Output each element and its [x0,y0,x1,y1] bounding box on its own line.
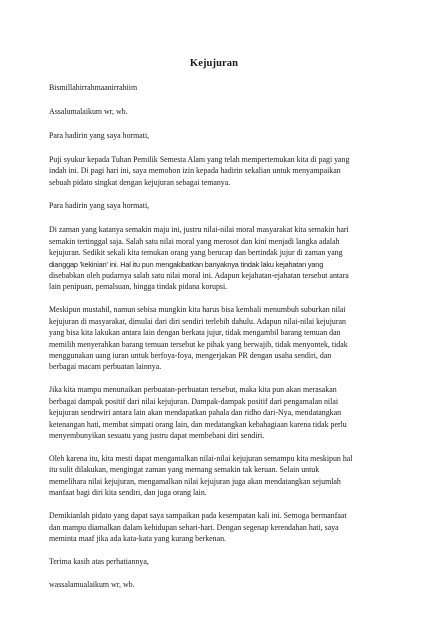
text-line: lain penipuan, pemalsuan, hingga tindak pidana korupsi. [49,282,228,292]
text-line: kejujuran di masyarakat, dimulai dari diri sendiri terlebih dahulu. Adapun nilai-nilai kejujuran [49,316,346,326]
text-line: disebabkan oleh pudarnya salah satu nilai moral ini. Adapun kejahatan-ejahatan tersebut antara [49,270,349,280]
text-line: berbagai macam perbuatan lainnya. [49,362,162,372]
text-line: manfaat bagi diri kita sendiri, dan juga orang lain. [49,488,207,498]
paragraph-greeting [49,106,379,117]
paragraph-address [49,130,379,141]
text-line: berbagai dampak positif dari nilai kejujuran. Dampak-dampak positif dari pengamalan nilai [49,396,339,406]
paragraph-farewell [49,579,379,590]
text-line: Oleh karena itu, kita mesti dapat mengamalkan nilai-nilai kejujuran semampu kita meskipun hal [49,454,353,464]
text-line: Demikianlah pidato yang dapat saya sampaikan pada kesempatan kali ini. Semoga bermanfaat [49,511,347,521]
text-line: ketenangan hati, membat simpati orang lain, dan medatangkan kebahagiaan karena tidak perlu [49,419,347,429]
text-line: memelihara nilai kejujuran, mengamalkan nilai kejujuran juga akan mendatangkan sejumlah [49,476,341,486]
text-line: sebuah pidato singkat dengan kejujuran sebagai temanya. [49,177,231,187]
paragraph-thanks [49,556,379,567]
paragraph-honesty-practice [49,304,379,372]
paragraph-bismillah [49,82,379,93]
text-line: Bismillahirrahmaanirrahiim [49,83,138,92]
text-line: Di zaman yang katanya semakin maju ini, justru nilai-nilai moral masyarakat kita semakin hari [49,225,349,235]
text-line: kejujuran. Sedikit sekali kita temukan orang yang berucap dan bertindak jujur di zaman yang [49,248,343,258]
document-title: Kejujuran [189,58,239,69]
paragraph-address [49,200,379,211]
text-line: itu sulit dilakukan, mengingat zaman yang memang semakin tak keruan. Selain untuk [49,465,320,475]
text-line: Assalumalaikum wr, wb. [49,106,128,116]
text-line: yang bisa kita lakukan antara lain dengan berkata jujur, tidak mengambil barang temuan dan [49,328,341,338]
text-line: Para hadirin yang saya hormati, [49,201,150,211]
text-line: dianggap 'kekinian' ini. Hal itu pun mengakibatkan banyaknya tindak laku kejahatan yang [49,259,324,269]
text-line: Puji syukur kepada Tuhan Pemilik Semesta Alam yang telah mempertemukan kita di pagi yang [49,154,350,164]
text-line: Para hadirin yang saya hormati, [49,130,150,140]
text-line: kejujuran sendrwiri antara lain akan mendapatkan pahala dan ridho dari-Nya, mendatangkan [49,408,342,418]
paragraph-modern-era [49,224,379,292]
text-line: Terima kasih atas perhatiannya, [49,557,149,567]
paragraph-gratitude [49,154,379,188]
text-line: Jika kita mampu menunaikan perbuatan-perbuatan tersebut, maka kita pun akan merasakan [49,385,337,395]
text-line: memilih menyerahkan barang temuan tersebut ke pihak yang berwajib, tidak menyontek, tidak [49,339,348,349]
text-line: Meskipun mustahil, namun sebisa mungkin kita harus bisa kembali menumbuh suburkan nilai [49,305,346,315]
paragraph-closing-remarks [49,510,379,544]
text-line: semakin tertinggal saja. Salah satu nilai moral yang merosot dan kini menjadi langka adalah [49,236,340,246]
text-line: wassalamualaikum wr, wb. [49,580,135,590]
paragraph-conclusion [49,453,379,499]
text-line: indah ini. Di pagi hari ini, saya memohon izin kepada hadirin sekalian untuk menyampaikan [49,166,341,176]
text-line: meminta maaf jika ada kata-kata yang kurang berkenan. [49,534,227,544]
text-line: dan mampu diamalkan dalam kehidupan sehari-hari. Dengan segenap kerendahan hati, saya [49,522,339,532]
paragraph-positive-impact [49,384,379,441]
text-line: menggunakan uang iuran untuk berfoya-foya, mengerjakan PR dengan usaha sendiri, dan [49,351,332,360]
text-line: menyembunyikan sesuatu yang justru dapat membebani diri sendiri. [49,431,265,441]
